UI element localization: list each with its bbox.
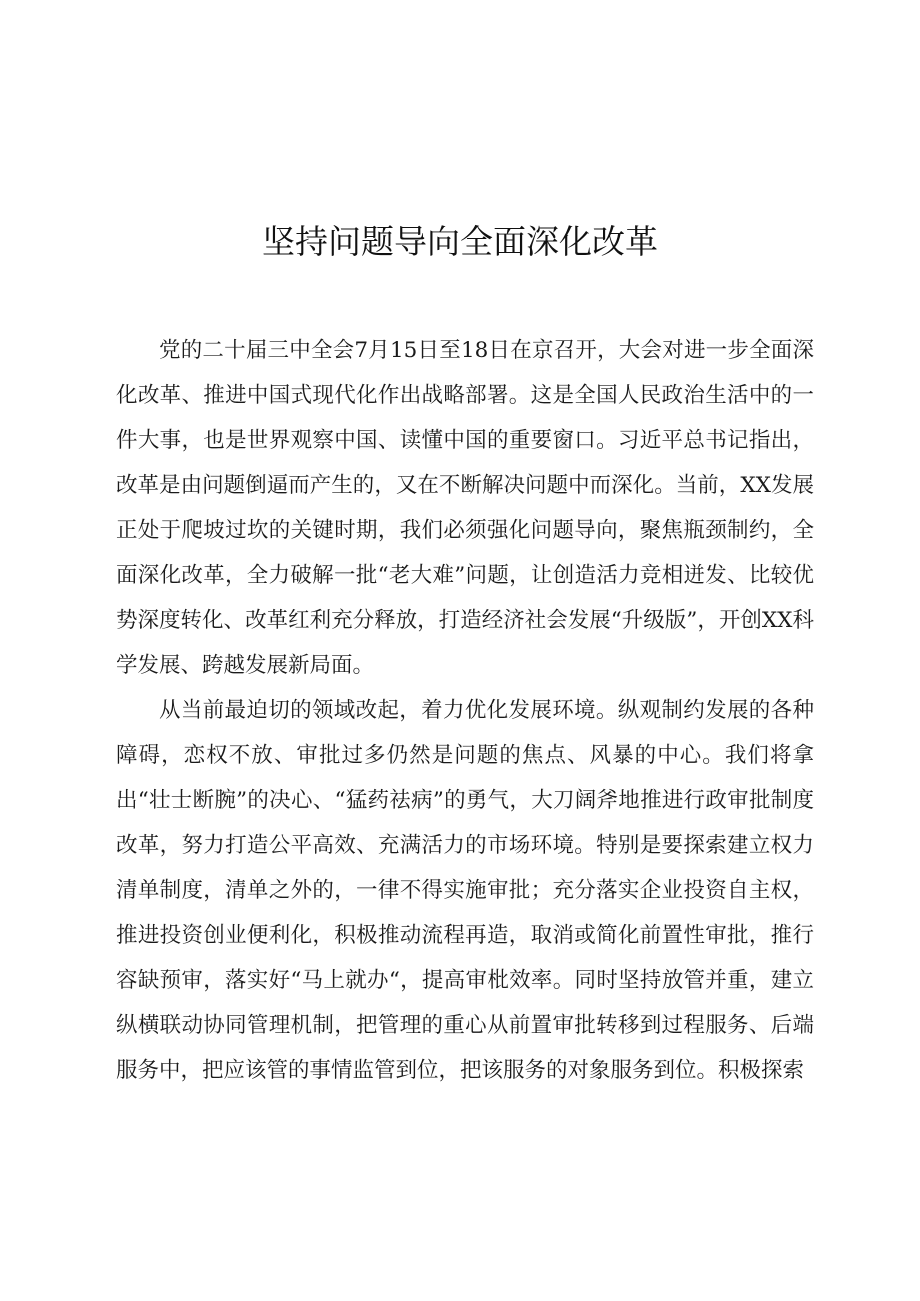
paragraph-1: 党的二十届三中全会7月15日至18日在京召开，大会对进一步全面深化改革、推进中国式现代化作出战略部署。这是全国人民政治生活中的一件大事，也是世界观察中国、读懂中国的重要窗口。习近平总书记指出，改革是由问题倒逼而产生的，又在不断解决问题中而深化。当前，XX发展正处于爬坡过坎的关键时期，我们必须强化问题导向，聚焦瓶颈制约，全面深化改革，全力破解一批“老大难”问题，让创造活力竞相迸发、比较优势深度转化、改革红利充分释放，打造经济社会发展“升级版”，开创XX科学发展、跨越发展新局面。 (116, 338, 814, 678)
paragraph-2: 从当前最迫切的领域改起，着力优化发展环境。纵观制约发展的各种障碍，恋权不放、审批过多仍然是问题的焦点、风暴的中心。我们将拿出“壮士断腕”的决心、“猛药祛病”的勇气，大刀阔斧地推进行政审批制度改革，努力打造公平高效、充满活力的市场环境。特别是要探索建立权力清单制度，清单之外的，一律不得实施审批；充分落实企业投资自主权，推进投资创业便利化，积极推动流程再造，取消或简化前置性审批，推行容缺预审，落实好“马上就办“，提高审枇效率。同时坚持放管并重，建立纵横联动协同管理机制，把管理的重心从前置审批转移到过程服务、后端服务中，把应该管的事情监管到位，把该服务的对象服务到位。积极探索 (116, 698, 814, 1083)
document-body (116, 328, 814, 1093)
document-title: 坚持问题导向全面深化改革 (262, 222, 658, 261)
